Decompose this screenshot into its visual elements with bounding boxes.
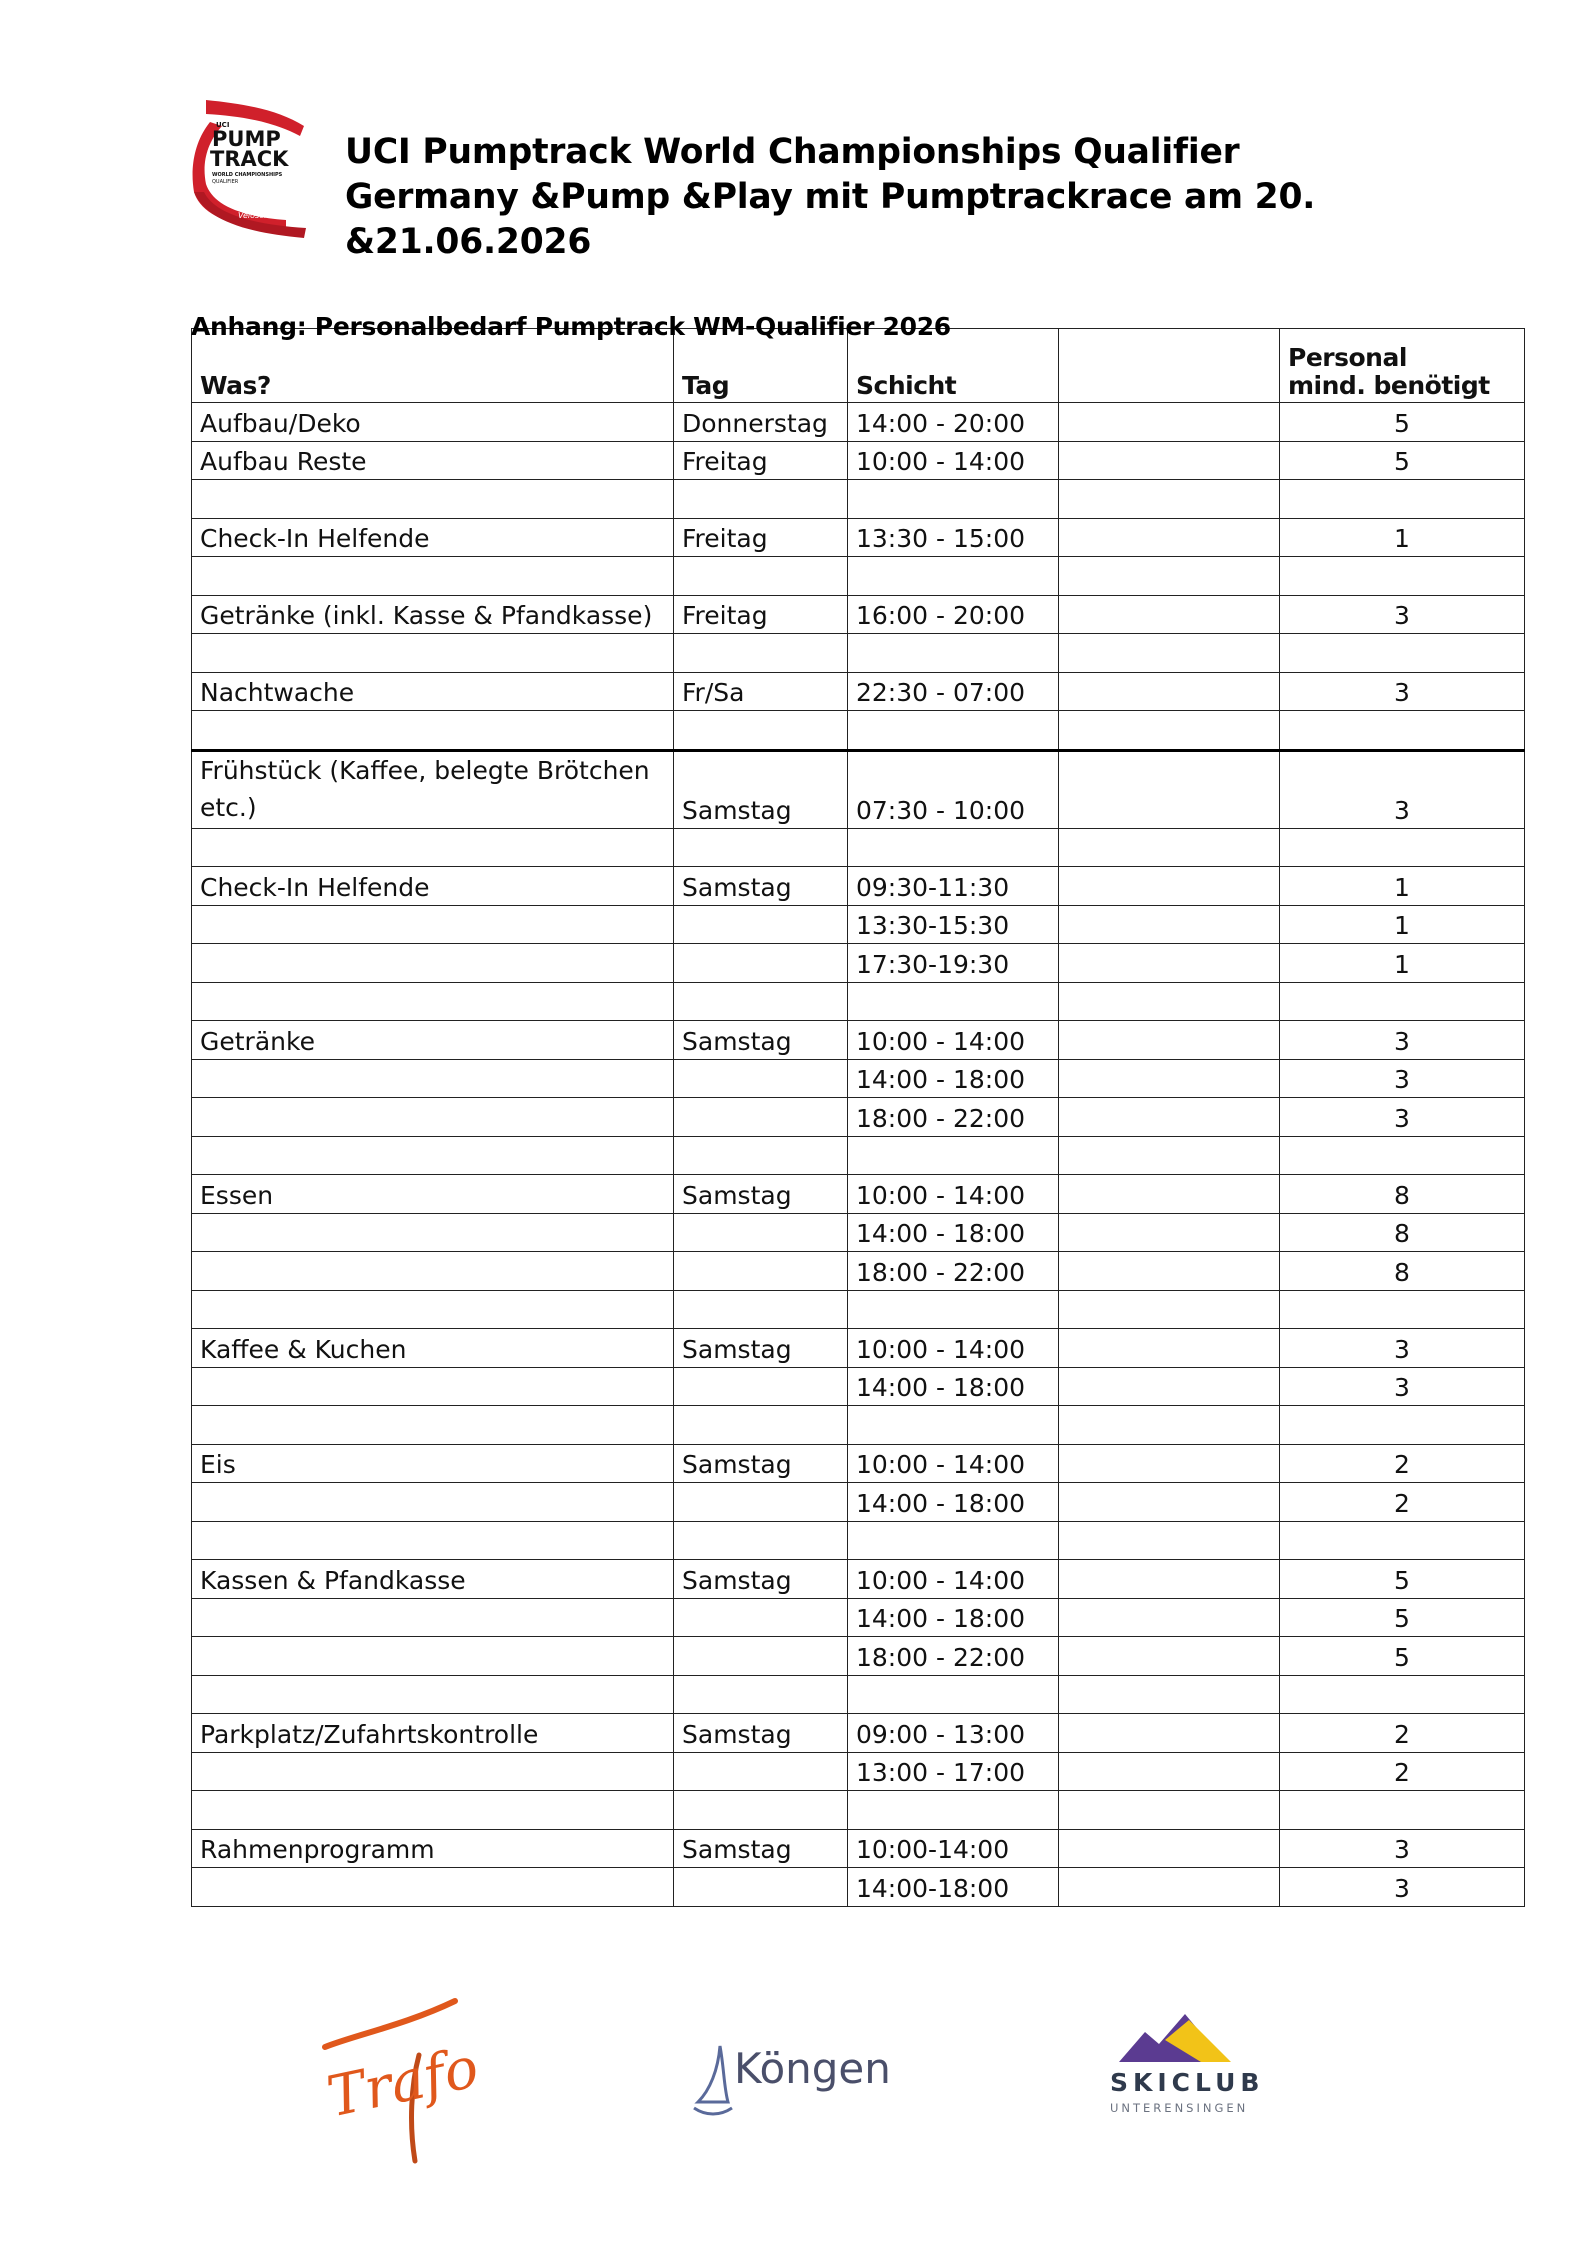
koengen-bell-icon [690,2040,734,2120]
cell-was [192,905,674,944]
cell-schicht: 14:00 - 18:00 [848,1483,1059,1522]
cell-personal: 8 [1280,1252,1525,1291]
svg-text:TRACK: TRACK [210,147,289,171]
cell-schicht [848,557,1059,596]
table-row [192,1868,1525,1907]
cell-tag [674,557,848,596]
cell-schicht [848,982,1059,1021]
cell-extra [1059,441,1280,480]
cell-tag: Donnerstag [674,403,848,442]
cell-personal: 3 [1280,672,1525,711]
pumptrack-logo [186,92,326,242]
cell-was [192,944,674,983]
table-row [192,1059,1525,1098]
cell-was: Aufbau Reste [192,441,674,480]
header-personal [1280,329,1525,403]
cell-tag: Samstag [674,867,848,906]
cell-personal: 3 [1280,1059,1525,1098]
cell-tag [674,1675,848,1714]
cell-was [192,1252,674,1291]
cell-personal: 1 [1280,944,1525,983]
cell-extra [1059,1213,1280,1252]
cell-was [192,1213,674,1252]
cell-tag: Samstag [674,1444,848,1483]
cell-extra [1059,1598,1280,1637]
cell-personal [1280,1791,1525,1830]
cell-schicht [848,1791,1059,1830]
cell-extra [1059,1406,1280,1445]
cell-extra [1059,1059,1280,1098]
cell-tag: Samstag [674,750,848,828]
cell-tag [674,1637,848,1676]
svg-text:PUMP: PUMP [212,127,281,151]
cell-was: Frühstück (Kaffee, belegte Brötchen etc.) [192,750,674,828]
cell-schicht: 09:00 - 13:00 [848,1714,1059,1753]
cell-was [192,1290,674,1329]
koengen-text: Köngen [734,2044,891,2093]
cell-tag [674,982,848,1021]
cell-extra [1059,750,1280,828]
cell-tag [674,480,848,519]
svg-text:Velosolutions: Velosolutions [238,211,291,220]
header-personal-line1: Personal [1288,343,1407,372]
cell-schicht [848,1675,1059,1714]
pumptrack-logo-icon [186,92,326,242]
cell-was [192,1791,674,1830]
cell-was [192,1598,674,1637]
cell-extra [1059,1098,1280,1137]
table-row [192,1483,1525,1522]
cell-tag [674,1598,848,1637]
cell-was [192,982,674,1021]
cell-personal: 8 [1280,1175,1525,1214]
cell-personal: 3 [1280,1829,1525,1868]
cell-personal: 2 [1280,1483,1525,1522]
cell-schicht [848,1406,1059,1445]
page-title [345,130,1315,265]
cell-schicht: 14:00-18:00 [848,1868,1059,1907]
cell-personal: 2 [1280,1714,1525,1753]
cell-extra [1059,905,1280,944]
cell-tag: Fr/Sa [674,672,848,711]
cell-extra [1059,1290,1280,1329]
cell-extra [1059,1675,1280,1714]
title-line-2: Germany &Pump &Play mit Pumptrackrace am 20. [345,177,1316,217]
cell-schicht: 18:00 - 22:00 [848,1637,1059,1676]
table-row [192,1252,1525,1291]
cell-was: Check-In Helfende [192,518,674,557]
cell-personal: 5 [1280,1637,1525,1676]
cell-tag [674,905,848,944]
cell-personal: 3 [1280,1021,1525,1060]
cell-extra [1059,828,1280,867]
svg-text:UCI: UCI [216,121,230,129]
skiclub-logo [1105,2010,1265,2120]
table-row [192,1021,1525,1060]
table-row [192,403,1525,442]
cell-tag: Samstag [674,1329,848,1368]
table-row [192,1367,1525,1406]
cell-extra [1059,1444,1280,1483]
cell-was: Getränke [192,1021,674,1060]
cell-personal [1280,480,1525,519]
cell-was [192,1752,674,1791]
table-row [192,557,1525,596]
cell-personal: 3 [1280,1098,1525,1137]
cell-schicht: 16:00 - 20:00 [848,595,1059,634]
skiclub-subtext: UNTERENSINGEN [1110,2101,1249,2115]
cell-extra [1059,1791,1280,1830]
cell-was [192,1098,674,1137]
cell-extra [1059,1868,1280,1907]
cell-tag [674,1868,848,1907]
cell-tag [674,1521,848,1560]
cell-tag: Freitag [674,441,848,480]
cell-tag: Freitag [674,595,848,634]
table-row [192,441,1525,480]
cell-tag [674,1290,848,1329]
cell-personal: 3 [1280,595,1525,634]
table-row [192,1598,1525,1637]
cell-schicht: 13:00 - 17:00 [848,1752,1059,1791]
cell-schicht: 18:00 - 22:00 [848,1098,1059,1137]
table-row [192,905,1525,944]
cell-schicht [848,634,1059,673]
cell-was: Parkplatz/Zufahrtskontrolle [192,1714,674,1753]
cell-tag [674,1791,848,1830]
cell-schicht: 14:00 - 18:00 [848,1059,1059,1098]
cell-was [192,480,674,519]
cell-extra [1059,1483,1280,1522]
svg-text:WORLD CHAMPIONSHIPS: WORLD CHAMPIONSHIPS [212,172,283,178]
cell-personal [1280,634,1525,673]
cell-was [192,1406,674,1445]
table-body [192,403,1525,1907]
cell-personal: 3 [1280,1868,1525,1907]
cell-tag [674,1367,848,1406]
table-row [192,828,1525,867]
cell-tag [674,1406,848,1445]
cell-tag: Freitag [674,518,848,557]
header-personal-line2: mind. benötigt [1288,371,1490,400]
cell-personal: 1 [1280,905,1525,944]
cell-was [192,1637,674,1676]
cell-personal: 2 [1280,1444,1525,1483]
cell-personal [1280,1675,1525,1714]
cell-extra [1059,1329,1280,1368]
cell-personal [1280,711,1525,751]
cell-extra [1059,1175,1280,1214]
cell-schicht [848,828,1059,867]
cell-schicht: 10:00 - 14:00 [848,441,1059,480]
cell-was [192,1483,674,1522]
cell-tag [674,1059,848,1098]
cell-tag [674,1136,848,1175]
table-row [192,1406,1525,1445]
cell-tag [674,944,848,983]
table-row [192,944,1525,983]
cell-was: Check-In Helfende [192,867,674,906]
cell-schicht: 14:00 - 20:00 [848,403,1059,442]
cell-tag: Samstag [674,1175,848,1214]
cell-was [192,557,674,596]
cell-extra [1059,982,1280,1021]
header-was: Was? [192,329,674,403]
cell-was [192,1059,674,1098]
cell-was: Aufbau/Deko [192,403,674,442]
title-line-1: UCI Pumptrack World Championships Qualifier [345,132,1240,172]
staffing-table [191,328,1525,1907]
cell-personal: 5 [1280,1560,1525,1599]
cell-schicht: 10:00 - 14:00 [848,1175,1059,1214]
cell-personal [1280,1521,1525,1560]
cell-was: Essen [192,1175,674,1214]
table-row [192,711,1525,751]
cell-personal: 1 [1280,518,1525,557]
cell-was [192,634,674,673]
cell-schicht: 10:00 - 14:00 [848,1560,1059,1599]
cell-extra [1059,1637,1280,1676]
skiclub-mountain-icon [1105,2010,1255,2066]
cell-extra [1059,1752,1280,1791]
cell-tag [674,828,848,867]
cell-was [192,711,674,751]
cell-extra [1059,1252,1280,1291]
cell-personal: 3 [1280,750,1525,828]
header-tag: Tag [674,329,848,403]
cell-was: Kaffee & Kuchen [192,1329,674,1368]
cell-extra [1059,634,1280,673]
cell-was [192,1675,674,1714]
cell-personal: 5 [1280,1598,1525,1637]
cell-schicht: 10:00 - 14:00 [848,1444,1059,1483]
table-row [192,1752,1525,1791]
table-row [192,1829,1525,1868]
cell-was: Eis [192,1444,674,1483]
table-row [192,595,1525,634]
cell-schicht: 14:00 - 18:00 [848,1598,1059,1637]
cell-schicht [848,1290,1059,1329]
cell-was [192,1136,674,1175]
cell-schicht: 14:00 - 18:00 [848,1367,1059,1406]
cell-extra [1059,1560,1280,1599]
cell-was [192,828,674,867]
cell-personal: 2 [1280,1752,1525,1791]
cell-extra [1059,1829,1280,1868]
cell-schicht: 14:00 - 18:00 [848,1213,1059,1252]
skiclub-text: SKICLUB [1110,2068,1265,2097]
table-row [192,1521,1525,1560]
trafo-logo [315,1995,484,2165]
cell-personal: 8 [1280,1213,1525,1252]
cell-extra [1059,480,1280,519]
table-row [192,1213,1525,1252]
cell-schicht [848,1136,1059,1175]
cell-extra [1059,518,1280,557]
koengen-logo [690,2040,890,2120]
header-schicht: Schicht [848,329,1059,403]
svg-text:Trafo: Trafo [321,2035,484,2131]
cell-tag [674,1252,848,1291]
cell-schicht: 17:30-19:30 [848,944,1059,983]
cell-extra [1059,1136,1280,1175]
cell-schicht: 10:00 - 14:00 [848,1329,1059,1368]
cell-extra [1059,711,1280,751]
cell-schicht: 22:30 - 07:00 [848,672,1059,711]
appendix-heading: Anhang: Personalbedarf Pumptrack WM-Qualifier 2026 [191,312,951,341]
cell-personal: 5 [1280,403,1525,442]
cell-tag: Samstag [674,1560,848,1599]
cell-tag [674,711,848,751]
table-row [192,867,1525,906]
cell-extra [1059,403,1280,442]
table-row [192,1791,1525,1830]
cell-schicht [848,711,1059,751]
table-row [192,1637,1525,1676]
table-row [192,672,1525,711]
cell-extra [1059,944,1280,983]
cell-schicht [848,480,1059,519]
cell-personal [1280,828,1525,867]
cell-tag [674,1098,848,1137]
table-row [192,1714,1525,1753]
table-row [192,480,1525,519]
cell-tag: Samstag [674,1714,848,1753]
cell-extra [1059,1714,1280,1753]
cell-personal: 3 [1280,1329,1525,1368]
title-line-3: &21.06.2026 [345,222,592,262]
table-row [192,1329,1525,1368]
cell-tag [674,1213,848,1252]
table-row [192,1290,1525,1329]
cell-was [192,1868,674,1907]
table-row [192,634,1525,673]
cell-extra [1059,867,1280,906]
cell-personal [1280,1406,1525,1445]
cell-tag [674,1483,848,1522]
cell-schicht: 10:00-14:00 [848,1829,1059,1868]
cell-extra [1059,1367,1280,1406]
cell-personal [1280,1290,1525,1329]
cell-was: Kassen & Pfandkasse [192,1560,674,1599]
cell-personal [1280,982,1525,1021]
table-row [192,1098,1525,1137]
cell-extra [1059,672,1280,711]
cell-personal [1280,557,1525,596]
table-row [192,1675,1525,1714]
cell-schicht: 13:30-15:30 [848,905,1059,944]
cell-was [192,1367,674,1406]
cell-tag [674,1752,848,1791]
svg-text:QUALIFIER: QUALIFIER [212,179,239,185]
table-row [192,1444,1525,1483]
cell-was: Rahmenprogramm [192,1829,674,1868]
cell-schicht: 18:00 - 22:00 [848,1252,1059,1291]
cell-extra [1059,595,1280,634]
cell-schicht [848,1521,1059,1560]
cell-schicht: 13:30 - 15:00 [848,518,1059,557]
cell-schicht: 07:30 - 10:00 [848,750,1059,828]
cell-extra [1059,1521,1280,1560]
trafo-logo-icon [315,1995,484,2165]
cell-tag: Samstag [674,1021,848,1060]
cell-extra [1059,1021,1280,1060]
cell-schicht: 10:00 - 14:00 [848,1021,1059,1060]
cell-personal: 1 [1280,867,1525,906]
cell-personal: 3 [1280,1367,1525,1406]
cell-tag [674,634,848,673]
table-row [192,750,1525,828]
cell-was: Nachtwache [192,672,674,711]
cell-personal [1280,1136,1525,1175]
cell-schicht: 09:30-11:30 [848,867,1059,906]
cell-tag: Samstag [674,1829,848,1868]
cell-was: Getränke (inkl. Kasse & Pfandkasse) [192,595,674,634]
cell-was [192,1521,674,1560]
table-row [192,982,1525,1021]
table-row [192,1560,1525,1599]
cell-personal: 5 [1280,441,1525,480]
table-row [192,1136,1525,1175]
header-extra [1059,329,1280,403]
table-row [192,518,1525,557]
cell-extra [1059,557,1280,596]
table-row [192,1175,1525,1214]
